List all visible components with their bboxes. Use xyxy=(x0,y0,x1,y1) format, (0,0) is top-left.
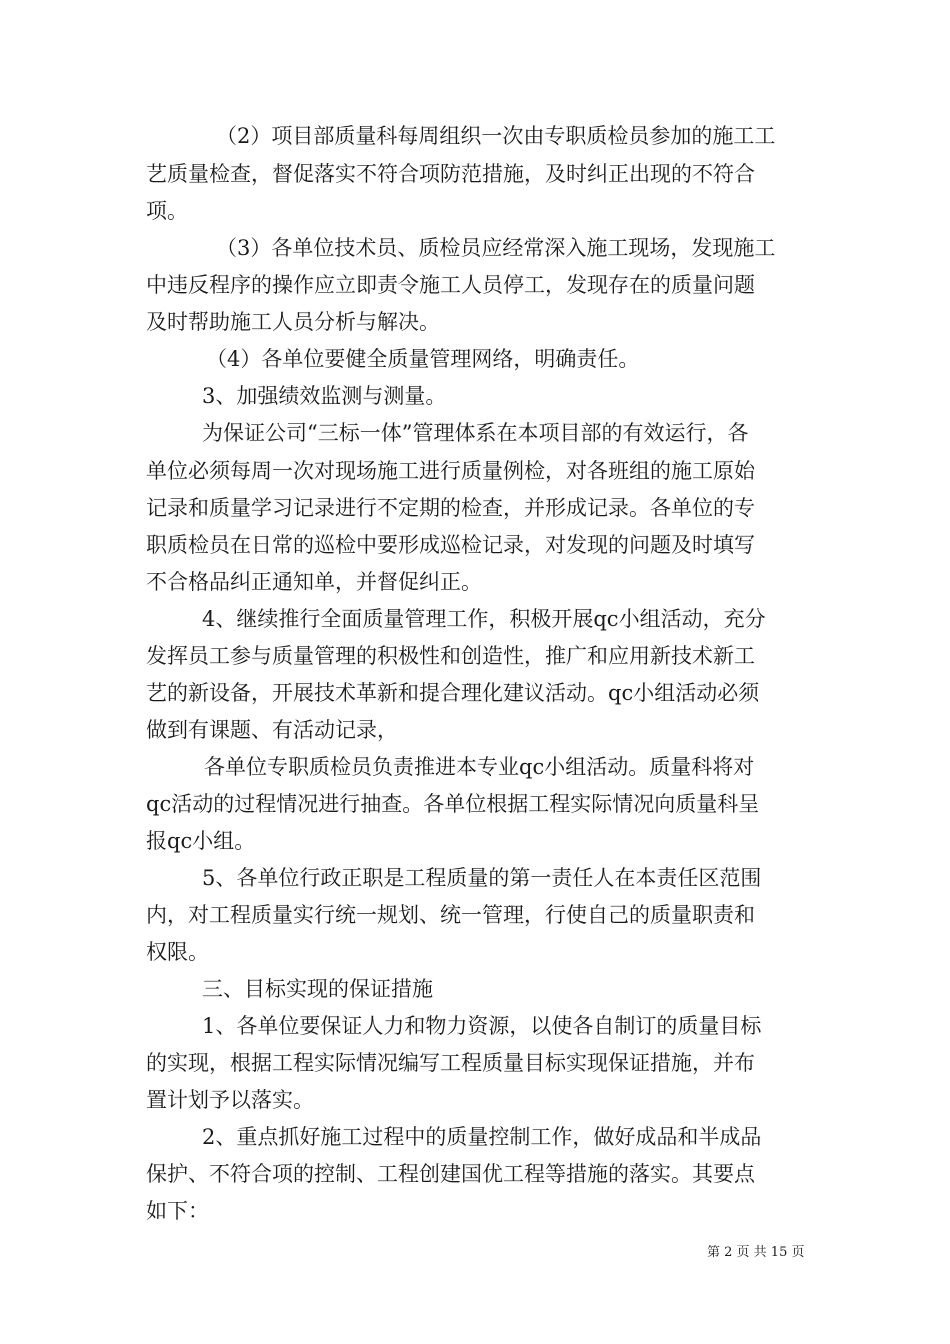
text-line: 中违反程序的操作应立即责令施工人员停工，发现存在的质量问题 xyxy=(146,273,755,297)
text-line: 做到有课题、有活动记录， xyxy=(146,718,398,742)
text-line: 3、加强绩效监测与测量。 xyxy=(202,384,447,408)
text-line: qc活动的过程情况进行抽查。各单位根据工程实际情况向质量科呈 xyxy=(146,792,760,816)
text-line: 内，对工程质量实行统一规划、统一管理，行使自己的质量职责和 xyxy=(146,903,755,927)
text-line: 4、继续推行全面质量管理工作，积极开展qc小组活动，充分 xyxy=(202,607,766,631)
text-line: 的实现，根据工程实际情况编写工程质量目标实现保证措施，并布 xyxy=(146,1051,755,1075)
text-line: 职质检员在日常的巡检中要形成巡检记录，对发现的问题及时填写 xyxy=(146,533,755,557)
text-line: 发挥员工参与质量管理的积极性和创造性，推广和应用新技术新工 xyxy=(146,644,755,668)
text-line: 及时帮助施工人员分析与解决。 xyxy=(146,310,440,334)
text-line: 5、各单位行政正职是工程质量的第一责任人在本责任区范围 xyxy=(202,866,762,890)
text-line: 各单位专职质检员负责推进本专业qc小组活动。质量科将对 xyxy=(204,755,755,779)
text-line: 不合格品纠正通知单，并督促纠正。 xyxy=(146,570,482,594)
text-line: 置计划予以落实。 xyxy=(146,1088,314,1112)
text-line: （3）各单位技术员、质检员应经常深入施工现场，发现施工 xyxy=(216,236,776,260)
text-line: 1、各单位要保证人力和物力资源，以使各自制订的质量目标 xyxy=(202,1014,762,1038)
text-line: 艺的新设备，开展技术革新和提合理化建议活动。qc小组活动必须 xyxy=(146,681,760,705)
text-line: （2）项目部质量科每周组织一次由专职质检员参加的施工工 xyxy=(216,124,776,148)
text-line: 如下： xyxy=(146,1199,209,1223)
text-line: 项。 xyxy=(146,199,188,223)
text-line: 为保证公司“三标一体”管理体系在本项目部的有效运行，各 xyxy=(202,421,749,445)
text-line: 报qc小组。 xyxy=(146,829,256,853)
text-line: （4）各单位要健全质量管理网络，明确责任。 xyxy=(206,347,640,371)
page-number: 第 2 页 共 15 页 xyxy=(707,1245,805,1260)
text-line: 单位必须每周一次对现场施工进行质量例检，对各班组的施工原始 xyxy=(146,459,755,483)
text-line: 记录和质量学习记录进行不定期的检查，并形成记录。各单位的专 xyxy=(146,496,755,520)
text-line: 2、重点抓好施工过程中的质量控制工作，做好成品和半成品 xyxy=(202,1125,762,1149)
text-line: 保护、不符合项的控制、工程创建国优工程等措施的落实。其要点 xyxy=(146,1162,755,1186)
section-heading: 三、目标实现的保证措施 xyxy=(202,977,433,1001)
text-line: 权限。 xyxy=(146,940,209,964)
text-line: 艺质量检查，督促落实不符合项防范措施，及时纠正出现的不符合 xyxy=(146,162,755,186)
